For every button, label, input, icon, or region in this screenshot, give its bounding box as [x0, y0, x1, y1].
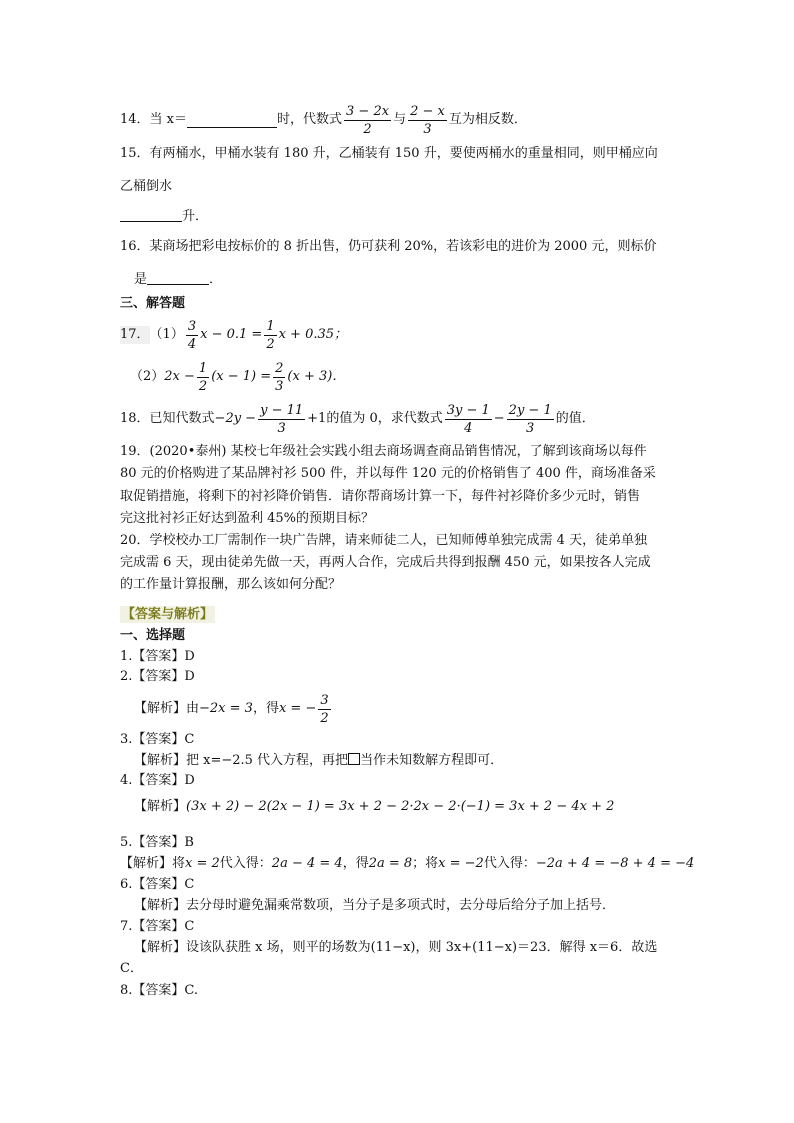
a2-exp-eq: −2x = 3: [199, 701, 253, 716]
q15-tail: 升．: [182, 209, 209, 224]
question-15-line-1: 15．有两桶水，甲桶水装有 180 升，乙桶装有 150 升，要使两桶水的重量相同，则甲桶应向: [120, 146, 658, 161]
q18-f1-num: y − 11: [260, 402, 304, 418]
q17-p1-f1-num: 3: [187, 318, 197, 334]
q18-f3-num: 2y − 1: [508, 402, 552, 418]
answer-7-explanation-line-1: 【解析】设该队获胜 x 场，则平的场数为(11−x)，则 3x+(11−x)＝23．解得 x＝6．故选: [134, 940, 658, 955]
q17-p1-f2-num: 1: [266, 318, 275, 334]
a5-exp-t1: 代入得：: [219, 856, 272, 871]
answer-3: 3.【答案】C: [120, 732, 195, 747]
a4-exp-head: 【解析】: [134, 799, 187, 814]
q16-answer-blank[interactable]: [147, 270, 209, 285]
q17-p2-tail: (x + 3)．: [287, 369, 346, 384]
answer-4: 4.【答案】D: [120, 773, 195, 788]
q18-a: −2y −: [214, 411, 257, 426]
q17-p2-label: （2）: [130, 369, 165, 384]
q17-p2-fraction-1: [197, 360, 209, 395]
a2-exp-mid: ，得: [252, 701, 279, 716]
q14-f1-denominator: 2: [363, 121, 372, 137]
question-14: [120, 103, 527, 137]
q14-conj: 与: [393, 112, 407, 127]
question-17-part-2: [130, 358, 345, 396]
answer-5-explanation: [120, 855, 694, 873]
answer-7-explanation-line-2: C．: [120, 961, 143, 976]
question-17-part-1: [120, 316, 347, 354]
question-20-line-3: 的工作量计算报酬，那么该如何分配？: [120, 577, 342, 592]
q14-fraction-2: [408, 103, 447, 138]
answer-3-explanation: [134, 752, 503, 770]
answer-6: 6.【答案】C: [120, 877, 195, 892]
a5-exp-xm2: x = −2: [438, 856, 484, 871]
q14-f1-numerator: 3 − 2x: [346, 103, 390, 119]
q17-p2-fraction-2: [273, 360, 285, 395]
q17-p2-f1-num: 1: [198, 360, 208, 376]
question-20-line-1: 20．学校校办工厂需制作一块广告牌，请来师徒二人，已知师傅单独完成需 4 天，徒弟单独: [120, 533, 648, 548]
question-16-line-1: 16．某商场把彩电按标价的 8 折出售，仍可获利 20%，若该彩电的进价为 2000 元，则标价: [120, 239, 657, 254]
question-16-line-2: [134, 270, 222, 289]
a2-exp-fraction: [318, 692, 330, 727]
q18-fraction-2: [445, 402, 492, 437]
answer-1: 1.【答案】D: [120, 649, 195, 664]
answer-7: 7.【答案】C: [120, 919, 195, 934]
a5-exp-e1: 2a − 4 = 4: [271, 856, 343, 871]
answer-2: 2.【答案】D: [120, 669, 195, 684]
answers-header: [120, 606, 215, 624]
q18-b: +1: [307, 411, 327, 426]
q17-p1-mid: x − 0.1 =: [200, 327, 263, 342]
q14-tail: 互为相反数．: [448, 112, 527, 127]
q17-p1-tail: x + 0.35；: [278, 327, 348, 342]
a5-exp-e3: −2a + 4 = −8 + 4 = −4: [535, 856, 695, 871]
question-19-line-4: 完这批衬衫正好达到盈利 45%的预期目标？: [120, 511, 375, 526]
answers-header-label: 【答案与解析】: [122, 607, 214, 622]
a5-exp-t3: ；将: [412, 856, 439, 871]
question-15-line-2: 乙桶倒水: [120, 179, 173, 194]
q14-answer-blank[interactable]: [187, 113, 277, 128]
question-15-line-3: [120, 207, 208, 226]
answers-section-1: 一、选择题: [120, 628, 186, 643]
answer-8: 8.【答案】C.: [120, 983, 199, 998]
q18-f2-den: 4: [464, 420, 473, 436]
question-19-line-1: 19．(2020•泰州) 某校七年级社会实践小组去商场调查商品销售情况，了解到该商场以每件: [120, 444, 647, 459]
square-box-icon: [348, 753, 360, 765]
q15-answer-blank[interactable]: [120, 207, 182, 222]
q17-p2-f2-den: 3: [275, 378, 284, 394]
a4-exp-eq: (3x + 2) − 2(2x − 1) = 3x + 2 − 2·2x − 2·(−1) = 3x + 2 − 4x + 2: [186, 799, 615, 814]
a5-exp-t2: ，得: [342, 856, 369, 871]
q14-f2-numerator: 2 − x: [410, 103, 445, 119]
answer-4-explanation: [134, 798, 614, 816]
q17-p1-label: （1）: [149, 327, 184, 342]
a2-exp-head: 【解析】由: [134, 701, 200, 716]
q14-prefix: 14．当 x＝: [120, 112, 188, 127]
q18-f2-num: 3y − 1: [446, 402, 490, 418]
a2-exp-x: x = −: [278, 701, 317, 716]
a5-exp-t4: 代入得：: [483, 856, 536, 871]
answer-2-explanation: [134, 690, 333, 728]
q17-p1-f2-den: 2: [266, 336, 275, 352]
q17-p1-f1-den: 4: [187, 336, 197, 352]
question-19-line-3: 取促销措施，将剩下的衬衫降价销售．请你帮商场计算一下，每件衬衫降价多少元时，销售: [120, 489, 641, 504]
question-20-line-2: 完成需 6 天，现由徒弟先做一天，再两人合作，完成后共得到报酬 450 元，如果按各人完成: [120, 555, 651, 570]
q17-p2-a: 2x −: [164, 369, 195, 384]
a5-exp-x2: x = 2: [185, 856, 220, 871]
q14-fraction-1: [344, 103, 391, 138]
q17-p1-fraction-1: [186, 318, 198, 353]
section-3-title: 三、解答题: [120, 296, 186, 311]
q14-mid: 时，代数式: [277, 112, 343, 127]
q17-p2-f1-den: 2: [198, 378, 208, 394]
a2-exp-num: 3: [320, 692, 329, 708]
q16-head: 是: [134, 272, 148, 287]
q18-fraction-3: [507, 402, 554, 437]
q17-p2-b: (x − 1) =: [211, 369, 272, 384]
q18-tail: 的值．: [555, 411, 595, 426]
a2-exp-den: 2: [320, 710, 329, 726]
q17-p2-f2-num: 2: [275, 360, 284, 376]
a5-exp-head: 【解析】将: [120, 856, 186, 871]
a3-exp-head: 【解析】把 x=−2.5 代入方程，再把: [134, 753, 349, 768]
a5-exp-e2: 2a = 8: [368, 856, 413, 871]
answer-5: 5.【答案】B: [120, 835, 194, 850]
q18-f1-den: 3: [277, 420, 286, 436]
question-19-line-2: 80 元的价格购进了某品牌衬衫 500 件，并以每件 120 元的价格销售了 400 件，商场准备采: [120, 466, 656, 481]
question-18: [120, 400, 595, 438]
q18-mid: 的值为 0，求代数式: [326, 411, 443, 426]
q16-tail: ．: [209, 272, 223, 287]
q18-f3-den: 3: [526, 420, 535, 436]
q17-prefix: 17．: [120, 327, 150, 342]
q17-p1-fraction-2: [264, 318, 276, 353]
answer-6-explanation: 【解析】去分母时避免漏乘常数项，当分子是多项式时，去分母后给分子加上括号．: [134, 898, 616, 913]
q18-minus: −: [493, 411, 505, 426]
q18-fraction-1: [258, 402, 305, 437]
a3-exp-tail: 当作未知数解方程即可．: [360, 753, 504, 768]
q18-prefix: 18．已知代数式: [120, 411, 215, 426]
q14-f2-denominator: 3: [423, 121, 432, 137]
